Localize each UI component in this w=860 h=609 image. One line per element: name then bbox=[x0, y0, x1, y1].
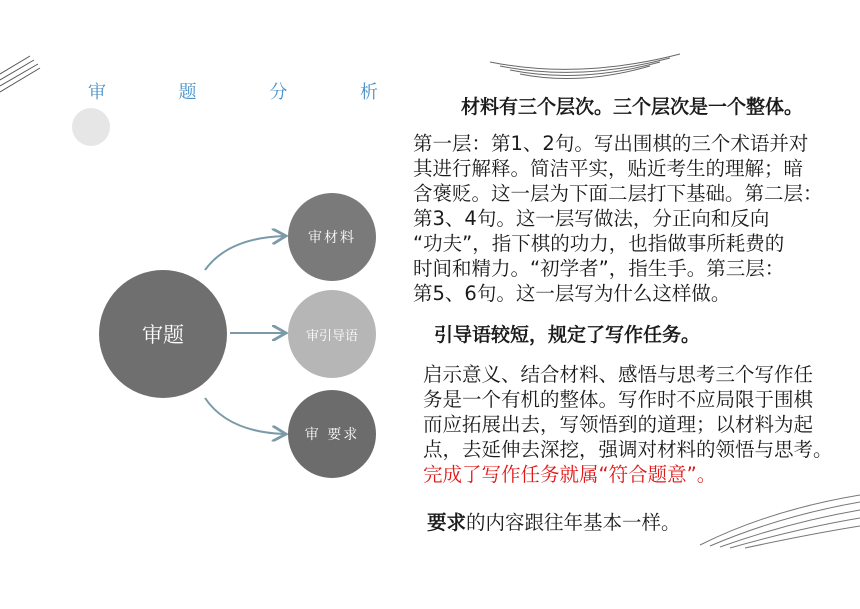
branch-label: 审 要求 bbox=[304, 427, 360, 443]
branch-label: 审材料 bbox=[308, 230, 356, 246]
body-line: 启示意义、结合材料、感悟与思考三个写作任 bbox=[423, 363, 814, 386]
section2-body bbox=[423, 362, 833, 487]
body-line: 含褒贬。这一层为下面二层打下基础。第二层： bbox=[413, 182, 823, 205]
section1-body bbox=[413, 131, 823, 306]
arrow-to-material bbox=[205, 236, 284, 270]
section3-text bbox=[427, 510, 681, 535]
body-line: 第3、4句。这一层写做法，分正向和反向 bbox=[413, 207, 770, 230]
arrow-to-requirement bbox=[205, 398, 284, 434]
highlight-line: 完成了写作任务就属“符合题意”。 bbox=[423, 463, 717, 486]
requirement-keyword: 要求 bbox=[427, 511, 467, 534]
title-char: 题 bbox=[178, 82, 197, 103]
branch-node-material bbox=[288, 193, 376, 281]
branch-label: 审引导语 bbox=[305, 328, 358, 344]
body-line: 第5、6句。这一层写为什么这样做。 bbox=[413, 282, 731, 305]
body-line: 第一层：第1、2句。写出围棋的三个术语并对 bbox=[413, 132, 809, 155]
requirement-rest: 的内容跟往年基本一样。 bbox=[466, 511, 681, 534]
title-char: 析 bbox=[359, 82, 378, 103]
title-char: 审 bbox=[88, 82, 106, 103]
body-line: 而应拓展出去，写领悟到的道理；以材料为起 bbox=[423, 413, 814, 436]
body-line: 务是一个有机的整体。写作时不应局限于围棋 bbox=[423, 388, 814, 411]
body-line: “功夫”，指下棋的功力，也指做事所耗费的 bbox=[413, 232, 785, 255]
section2-heading: 引导语较短，规定了写作任务。 bbox=[434, 324, 701, 346]
center-node-label: 审题 bbox=[142, 323, 184, 347]
branch-node-guide bbox=[288, 290, 376, 378]
body-line: 点，去延伸去深挖，强调对材料的领悟与思考。 bbox=[423, 438, 833, 461]
body-line: 时间和精力。“初学者”，指生手。第三层： bbox=[413, 257, 785, 280]
title-char: 分 bbox=[269, 82, 288, 103]
center-node bbox=[99, 270, 227, 398]
body-line: 其进行解释。简洁平实，贴近考生的理解；暗 bbox=[413, 157, 804, 180]
branch-node-requirement bbox=[288, 390, 376, 478]
section1-heading: 材料有三个层次。三个层次是一个整体。 bbox=[461, 96, 804, 118]
